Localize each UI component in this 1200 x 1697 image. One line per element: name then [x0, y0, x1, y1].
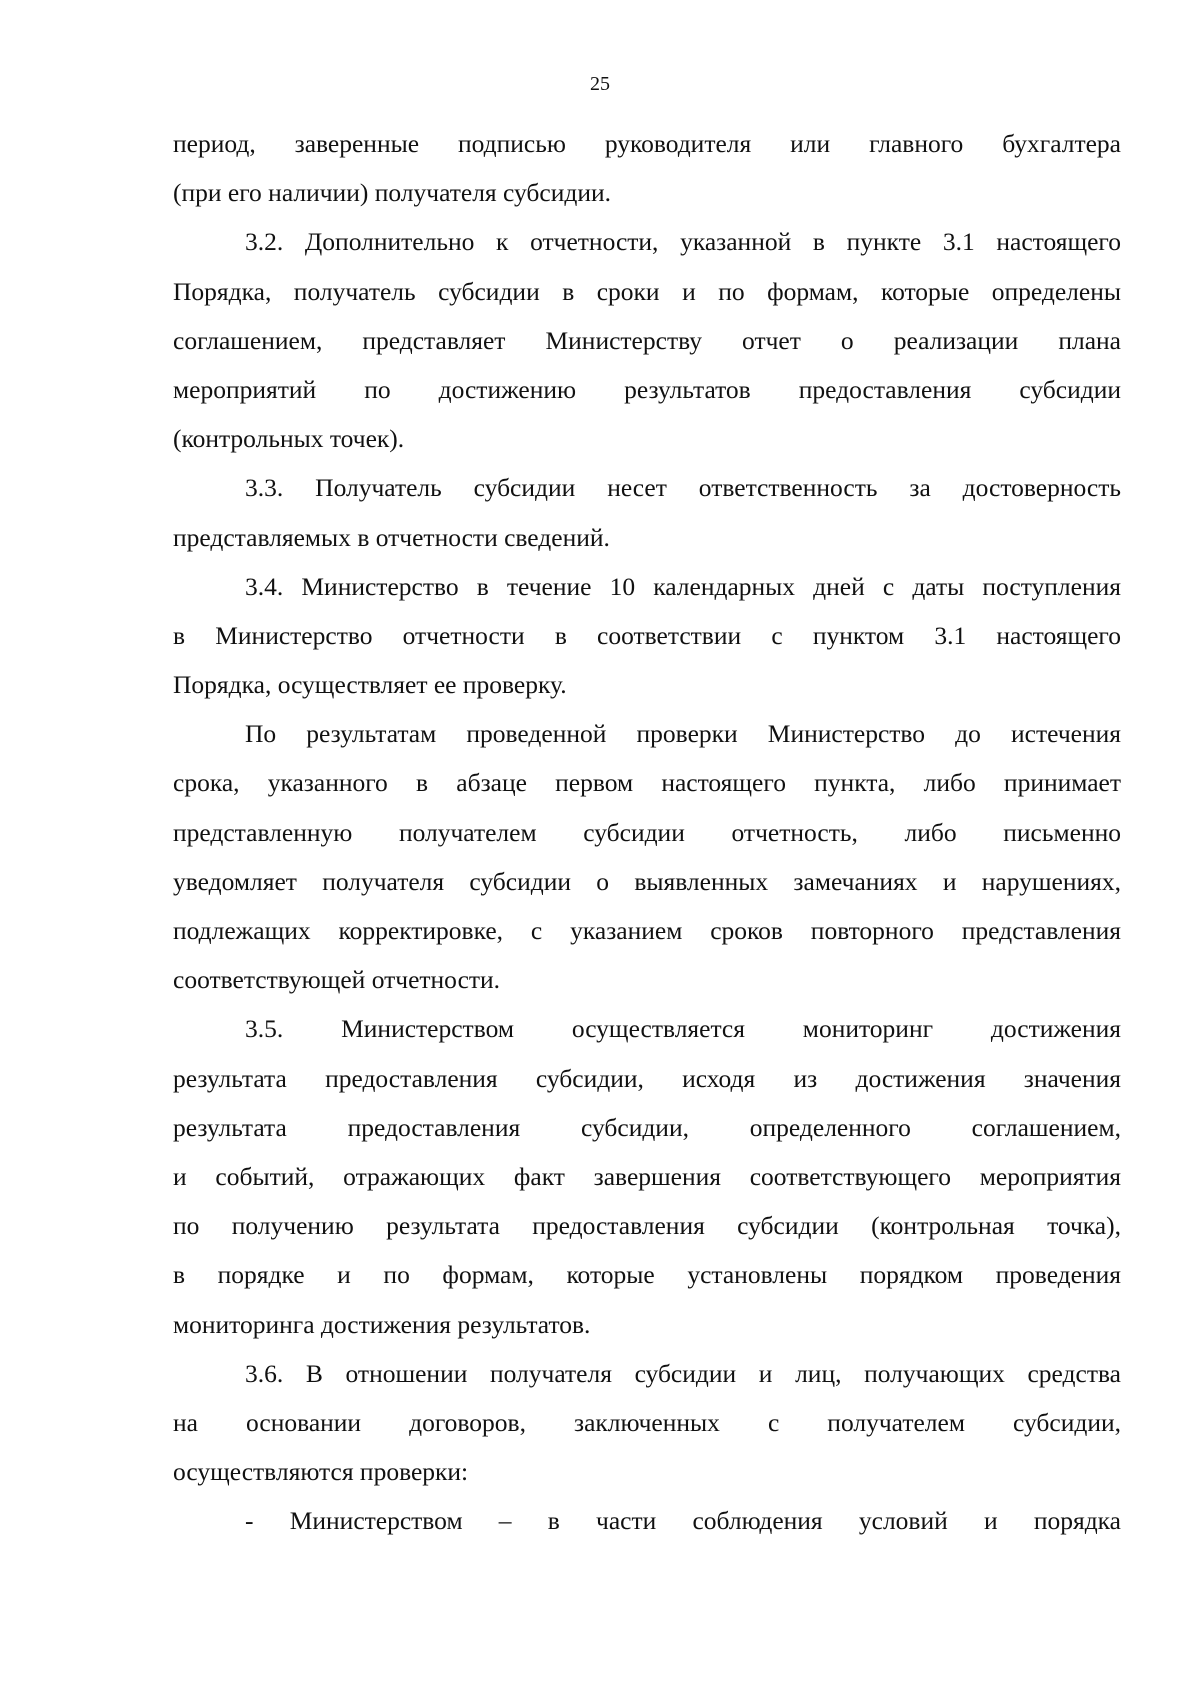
text-line: 3.5. Министерством осуществляется мониторинг достижения — [245, 1014, 1121, 1044]
text-line: мониторинга достижения результатов. — [173, 1309, 591, 1339]
text-line: соглашением, представляет Министерству отчет о реализации плана — [173, 325, 1121, 355]
text-line: - Министерством – в части соблюдения условий и порядка — [245, 1506, 1121, 1536]
text-line: Порядка, получатель субсидии в сроки и по формам, которые определены — [173, 276, 1121, 306]
text-line: срока, указанного в абзаце первом настоящего пункта, либо принимает — [173, 768, 1121, 798]
text-line: на основании договоров, заключенных с получателем субсидии, — [173, 1407, 1121, 1437]
text-line: По результатам проведенной проверки Министерство до истечения — [245, 719, 1121, 749]
document-body — [173, 119, 1121, 1545]
text-line: осуществляются проверки: — [173, 1457, 469, 1487]
text-line: результата предоставления субсидии, исходя из достижения значения — [173, 1063, 1121, 1093]
text-line: период, заверенные подписью руководителя или главного бухгалтера — [173, 129, 1121, 158]
text-line: результата предоставления субсидии, определенного соглашением, — [173, 1112, 1121, 1142]
text-line: в Министерство отчетности в соответствии с пунктом 3.1 настоящего — [173, 620, 1121, 650]
text-line: и событий, отражающих факт завершения соответствующего мероприятия — [173, 1161, 1121, 1191]
text-line: в порядке и по формам, которые установлены порядком проведения — [173, 1260, 1121, 1290]
text-line: Порядка, осуществляет ее проверку. — [173, 670, 567, 700]
text-line: 3.6. В отношении получателя субсидии и лиц, получающих средства — [245, 1358, 1121, 1388]
text-line: 3.4. Министерство в течение 10 календарных дней с даты поступления — [245, 571, 1121, 601]
text-line: 3.2. Дополнительно к отчетности, указанной в пункте 3.1 настоящего — [245, 227, 1121, 257]
text-line: подлежащих корректировке, с указанием сроков повторного представления — [173, 916, 1121, 945]
text-line: соответствующей отчетности. — [173, 965, 501, 995]
text-line: (при его наличии) получателя субсидии. — [173, 178, 612, 208]
text-line: мероприятий по достижению результатов предоставления субсидии — [173, 374, 1121, 404]
text-line: по получению результата предоставления субсидии (контрольная точка), — [173, 1211, 1121, 1241]
text-line: 3.3. Получатель субсидии несет ответственность за достоверность — [245, 473, 1121, 503]
text-line: уведомляет получателя субсидии о выявленных замечаниях и нарушениях, — [173, 866, 1121, 896]
text-line: (контрольных точек). — [173, 424, 405, 454]
page-number: 25 — [590, 73, 610, 95]
text-line: представляемых в отчетности сведений. — [173, 522, 610, 552]
text-line: представленную получателем субсидии отчетность, либо письменно — [173, 817, 1121, 847]
